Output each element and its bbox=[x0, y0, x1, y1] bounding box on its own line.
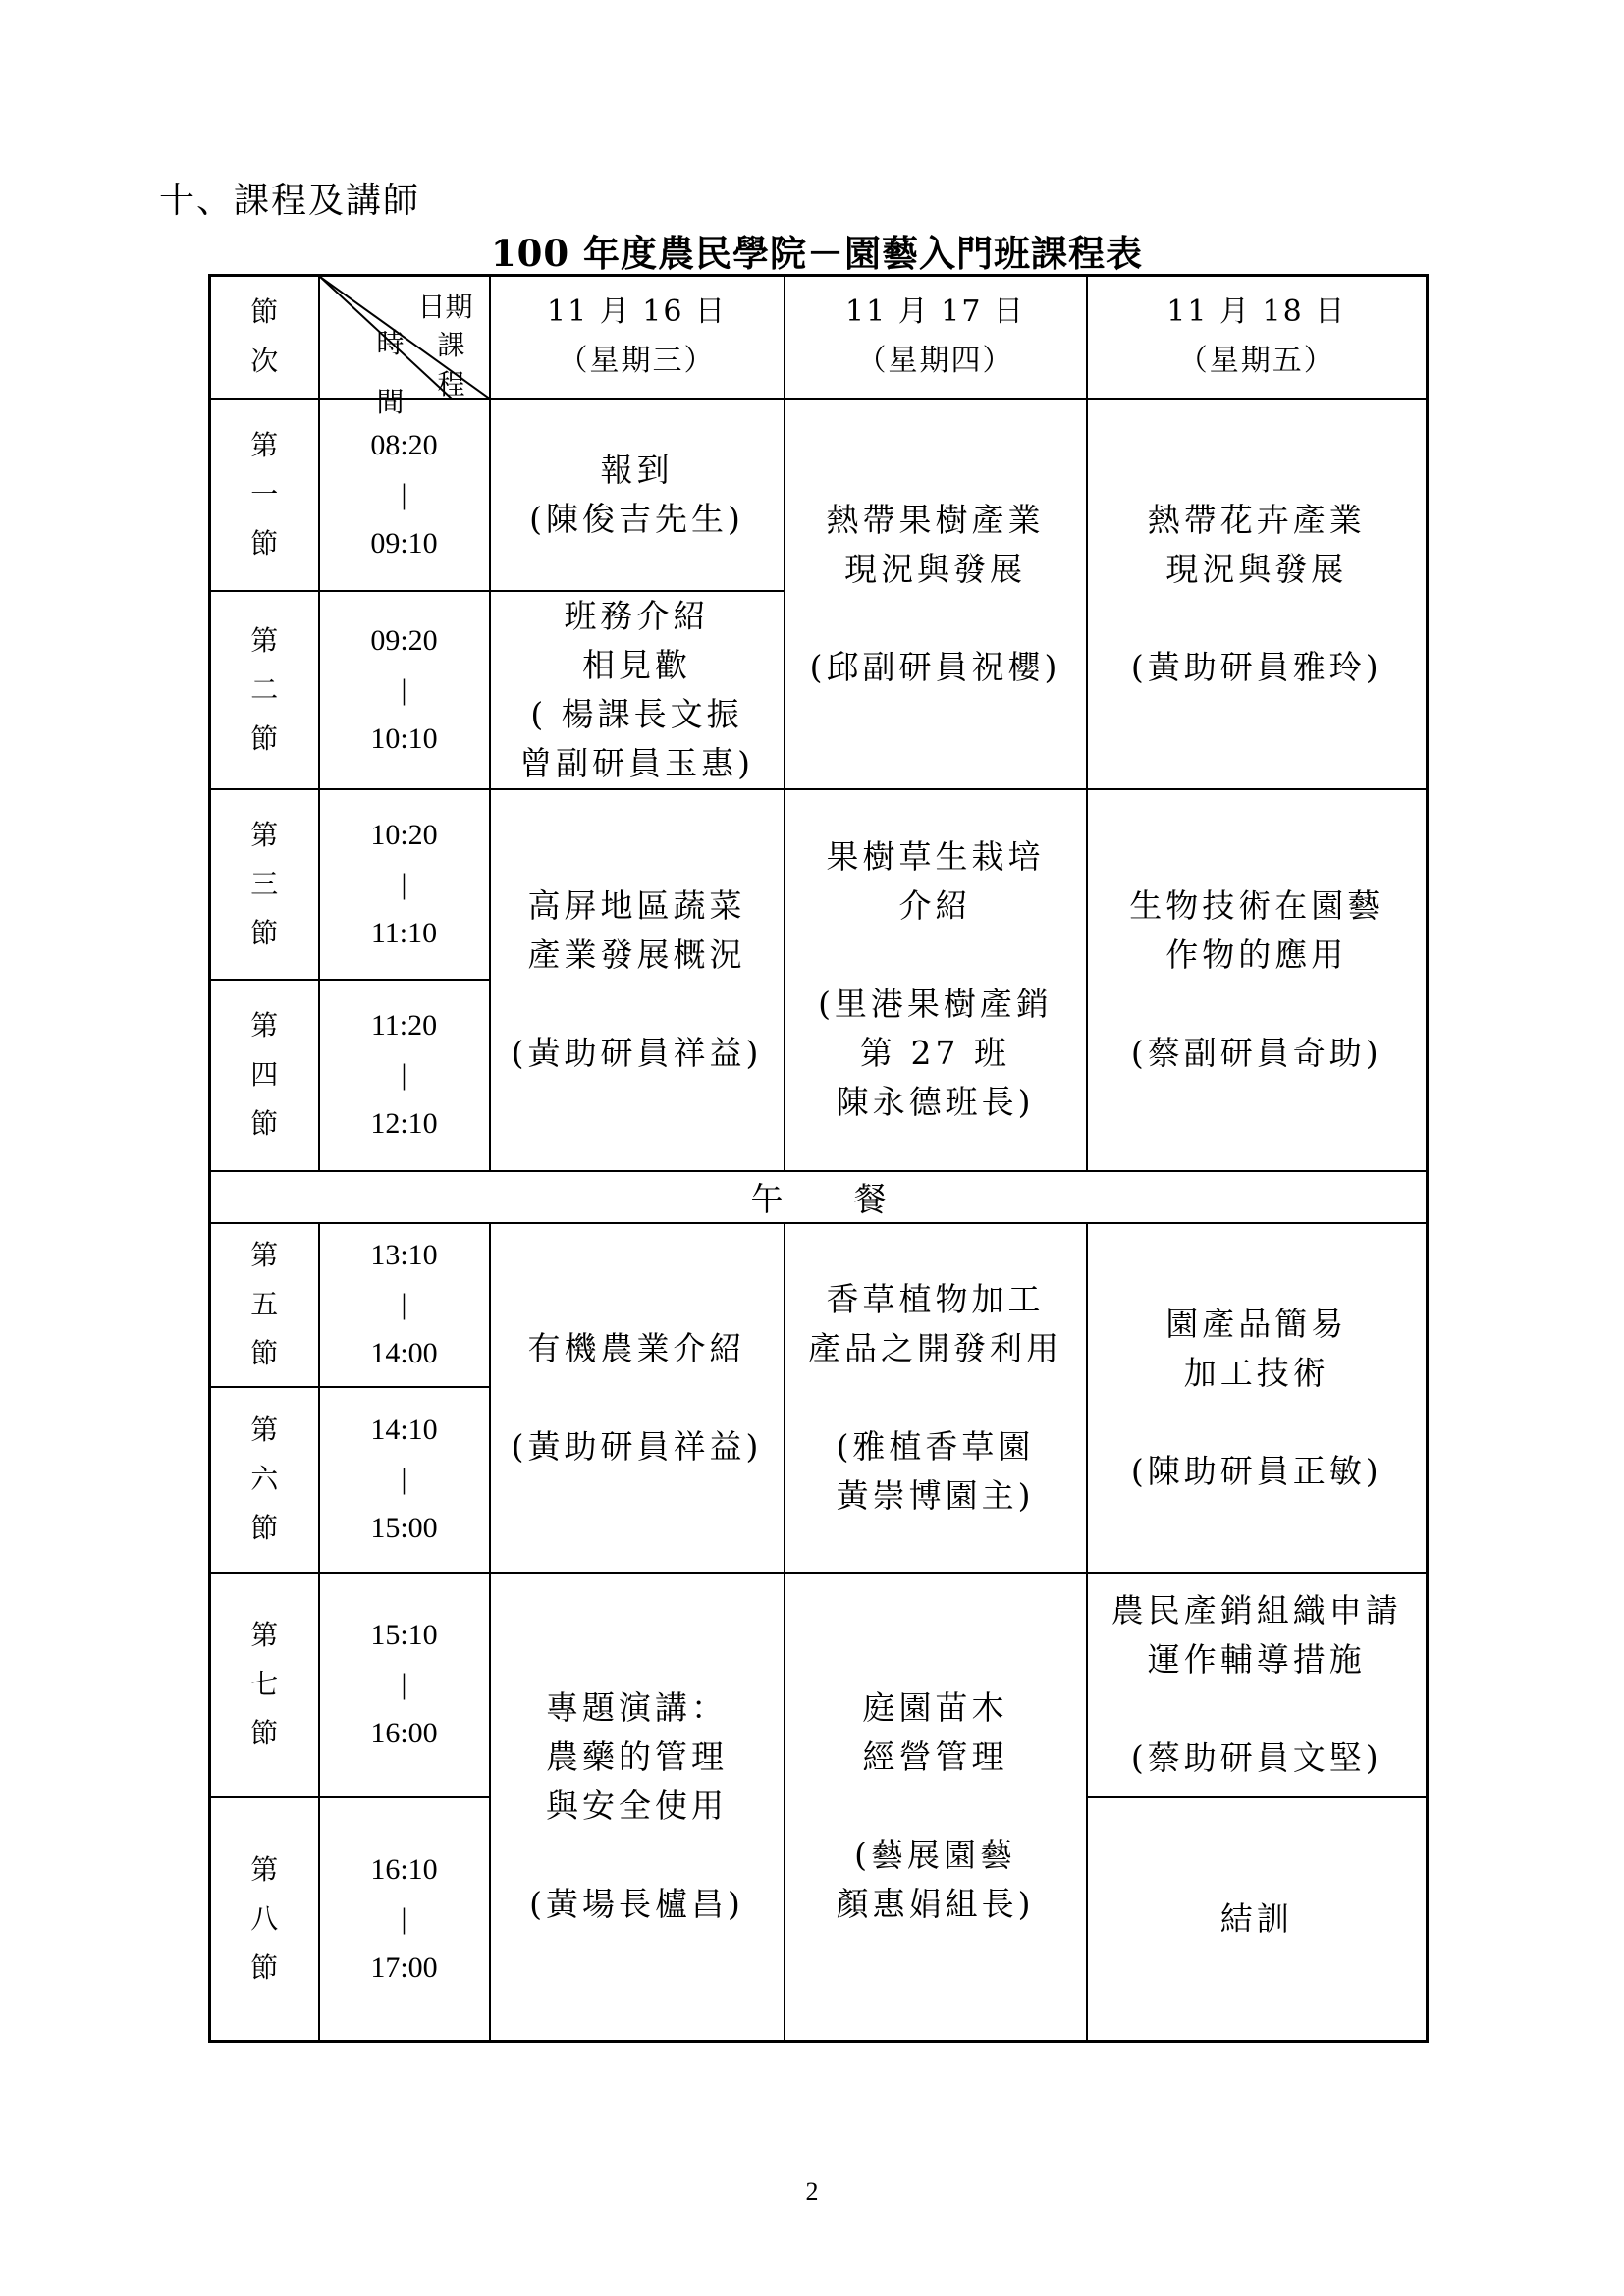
period-time: 15:10 | 16:00 bbox=[319, 1573, 490, 1797]
course-cell: 香草植物加工 產品之開發利用 (雅植香草園 黃崇博園主) bbox=[785, 1223, 1087, 1573]
day-header-2: 11 月 17 日 （星期四） bbox=[785, 276, 1087, 399]
header-row bbox=[210, 276, 1428, 399]
day-header-3: 11 月 18 日 （星期五） bbox=[1087, 276, 1428, 399]
course-cell: 熱帶果樹產業 現況與發展 (邱副研員祝櫻) bbox=[785, 399, 1087, 789]
table-title: 100 年度農民學院－園藝入門班課程表 bbox=[490, 232, 1144, 275]
course-cell: 熱帶花卉產業 現況與發展 (黃助研員雅玲) bbox=[1087, 399, 1428, 789]
period-label: 第 八 節 bbox=[210, 1797, 319, 2042]
course-cell: 園產品簡易 加工技術 (陳助研員正敏) bbox=[1087, 1223, 1428, 1573]
page-number: 2 bbox=[805, 2177, 819, 2206]
corner-date-label: 日期 bbox=[417, 291, 473, 323]
period-label: 第 二 節 bbox=[210, 591, 319, 789]
period-label: 第 四 節 bbox=[210, 980, 319, 1171]
course-cell: 果樹草生栽培 介紹 (里港果樹產銷 第 27 班 陳永德班長) bbox=[785, 789, 1087, 1171]
period-time: 08:20 | 09:10 bbox=[319, 399, 490, 591]
period-row-7 bbox=[210, 1573, 1428, 1797]
period-label: 第 一 節 bbox=[210, 399, 319, 591]
period-label: 第 三 節 bbox=[210, 789, 319, 980]
course-schedule-table bbox=[208, 274, 1429, 2043]
course-cell: 庭園苗木 經營管理 (藝展園藝 顏惠娟組長) bbox=[785, 1573, 1087, 2042]
course-cell: 農民產銷組織申請 運作輔導措施 (蔡助研員文堅) bbox=[1087, 1573, 1428, 1797]
lunch-row bbox=[210, 1171, 1428, 1223]
course-cell: 專題演講： 農藥的管理 與安全使用 (黃場長櫨昌) bbox=[490, 1573, 785, 2042]
course-cell: 班務介紹 相見歡 ( 楊課長文振 曾副研員玉惠) bbox=[490, 591, 785, 789]
course-cell: 有機農業介紹 (黃助研員祥益) bbox=[490, 1223, 785, 1573]
period-time: 11:20 | 12:10 bbox=[319, 980, 490, 1171]
course-cell: 高屏地區蔬菜 產業發展概況 (黃助研員祥益) bbox=[490, 789, 785, 1171]
period-time: 09:20 | 10:10 bbox=[319, 591, 490, 789]
period-header: 節 次 bbox=[210, 276, 319, 399]
day-header-1: 11 月 16 日 （星期三） bbox=[490, 276, 785, 399]
lunch-cell: 午餐 bbox=[210, 1171, 1428, 1223]
corner-course-label: 課 程 bbox=[437, 329, 465, 400]
period-time: 14:10 | 15:00 bbox=[319, 1387, 490, 1573]
period-time: 13:10 | 14:00 bbox=[319, 1223, 490, 1387]
period-row-3 bbox=[210, 789, 1428, 980]
course-cell: 生物技術在園藝 作物的應用 (蔡副研員奇助) bbox=[1087, 789, 1428, 1171]
period-time: 10:20 | 11:10 bbox=[319, 789, 490, 980]
course-cell: 結訓 bbox=[1087, 1797, 1428, 2042]
period-label: 第 六 節 bbox=[210, 1387, 319, 1573]
section-heading: 十、課程及講師 bbox=[159, 181, 421, 221]
course-cell: 報到 (陳俊吉先生) bbox=[490, 399, 785, 591]
period-label: 第 七 節 bbox=[210, 1573, 319, 1797]
period-time: 16:10 | 17:00 bbox=[319, 1797, 490, 2042]
period-label: 第 五 節 bbox=[210, 1223, 319, 1387]
corner-header bbox=[319, 276, 490, 418]
corner-time-label: 時 間 bbox=[376, 327, 405, 418]
period-row-5 bbox=[210, 1223, 1428, 1387]
